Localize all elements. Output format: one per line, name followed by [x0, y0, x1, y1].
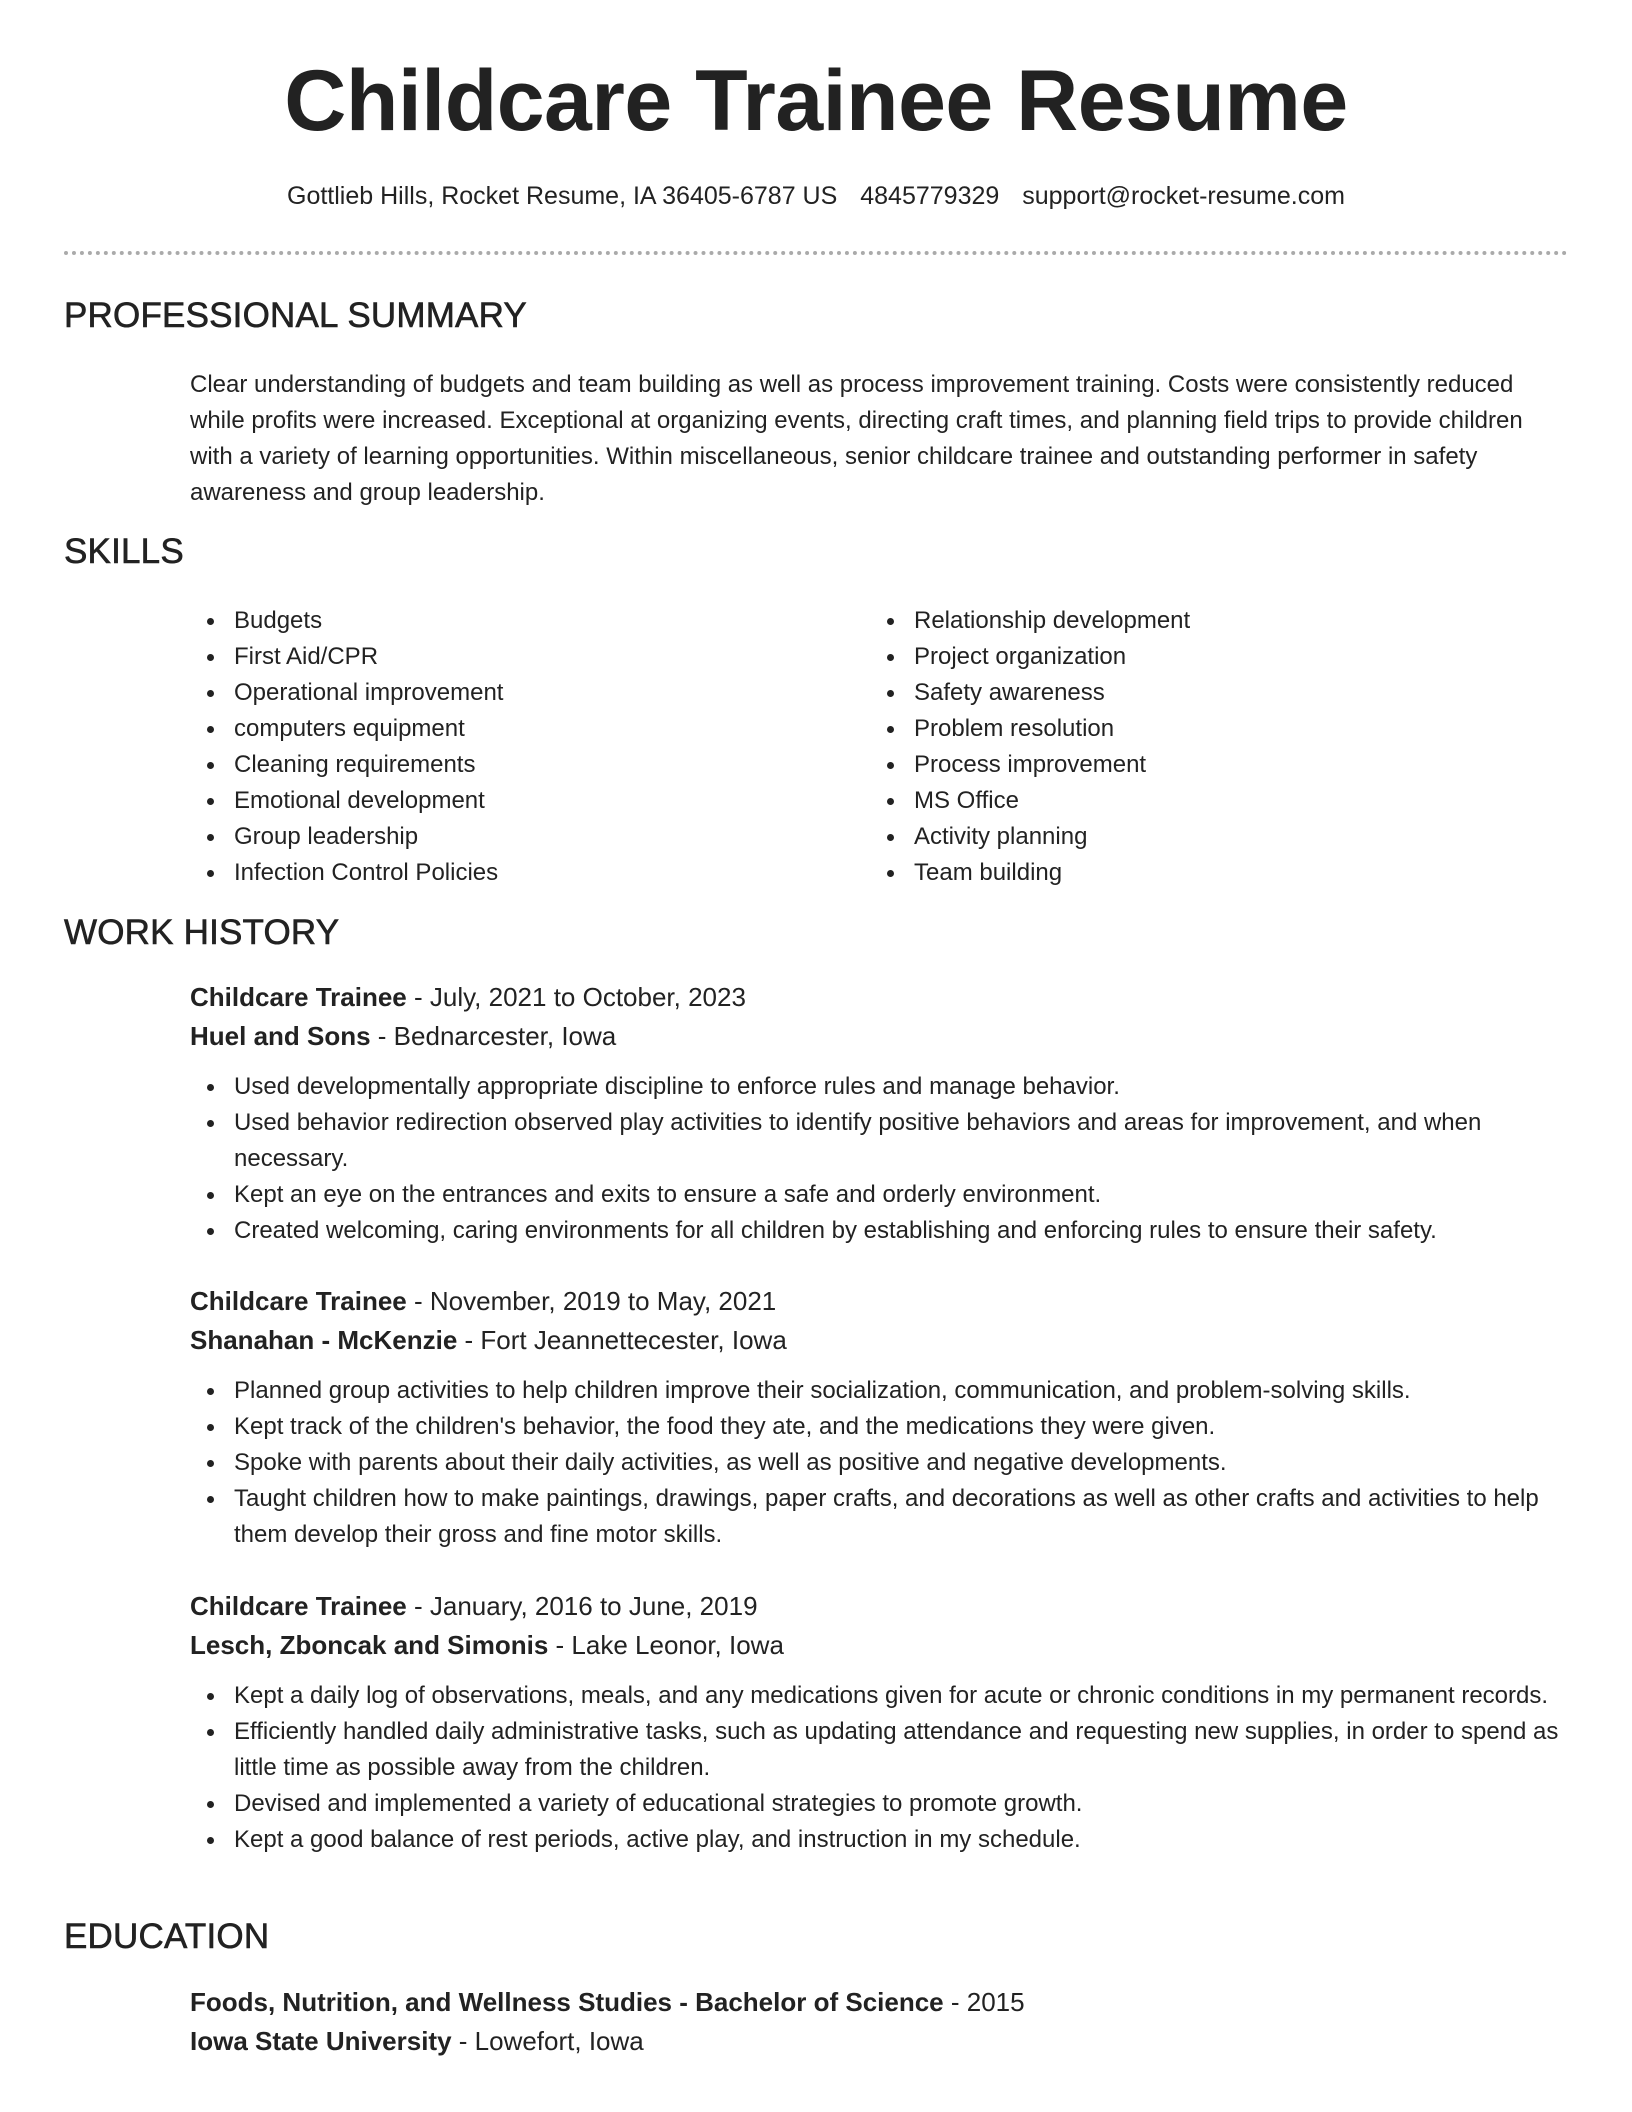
job-duties	[190, 1678, 1568, 1858]
education-school-line	[190, 2022, 1568, 2061]
job-duty: Planned group activities to help children improve their socialization, communication, and problem-solving skills.	[190, 1373, 1568, 1409]
skill-item: Operational improvement	[190, 675, 830, 711]
job-duties	[190, 1069, 1568, 1249]
job-duty: Kept track of the children's behavior, the food they ate, and the medications they were given.	[190, 1409, 1568, 1445]
contact-address: Gottlieb Hills, Rocket Resume, IA 36405-6787 US	[287, 182, 838, 210]
job-title-line	[190, 1587, 1568, 1626]
education-location: - Lowefort, Iowa	[451, 2026, 644, 2056]
skill-item: First Aid/CPR	[190, 639, 830, 675]
job-duty: Spoke with parents about their daily activities, as well as positive and negative developments.	[190, 1445, 1568, 1481]
job-entry	[190, 1282, 1568, 1553]
job-company: Shanahan - McKenzie	[190, 1325, 458, 1355]
job-title-line	[190, 978, 1568, 1017]
skills-list-left	[190, 603, 830, 891]
education-degree: Foods, Nutrition, and Wellness Studies - Bachelor of Science	[190, 1987, 944, 2017]
job-company-line	[190, 1626, 1568, 1665]
resume-title: Childcare Trainee Resume	[284, 53, 1348, 149]
skill-item: Project organization	[870, 639, 1568, 675]
job-duties	[190, 1373, 1568, 1553]
job-duty: Used behavior redirection observed play activities to identify positive behaviors and areas for improvement, and when necessary.	[190, 1105, 1568, 1177]
job-entry	[190, 978, 1568, 1249]
skill-item: Group leadership	[190, 819, 830, 855]
skill-item: MS Office	[870, 783, 1568, 819]
job-duty: Kept a good balance of rest periods, active play, and instruction in my schedule.	[190, 1822, 1568, 1858]
education-year: - 2015	[943, 1987, 1025, 2017]
skills-heading: SKILLS	[64, 532, 184, 571]
job-duty: Devised and implemented a variety of educational strategies to promote growth.	[190, 1786, 1568, 1822]
job-duty: Kept an eye on the entrances and exits to ensure a safe and orderly environment.	[190, 1177, 1568, 1213]
summary-heading: PROFESSIONAL SUMMARY	[64, 296, 527, 335]
summary-text: Clear understanding of budgets and team building as well as process improvement training. Costs were consistently reduced while profits were increased. Exceptional at organizing events, directing craft times, and planning field trips to provide children with a variety of learning opportunities. Within miscellaneous, senior childcare trainee and outstanding performer in safety awareness and group leadership.	[190, 371, 1523, 506]
job-role: Childcare Trainee	[190, 1286, 407, 1316]
skill-item: Problem resolution	[870, 711, 1568, 747]
skill-item: Activity planning	[870, 819, 1568, 855]
skill-item: Process improvement	[870, 747, 1568, 783]
job-title-line	[190, 1282, 1568, 1321]
job-dates: - July, 2021 to October, 2023	[406, 982, 746, 1012]
education-school: Iowa State University	[190, 2026, 452, 2056]
skill-item: Relationship development	[870, 603, 1568, 639]
job-role: Childcare Trainee	[190, 982, 407, 1012]
skill-item: Safety awareness	[870, 675, 1568, 711]
skills-list-right	[870, 603, 1568, 891]
skill-item: Emotional development	[190, 783, 830, 819]
job-role: Childcare Trainee	[190, 1591, 407, 1621]
skill-item: Budgets	[190, 603, 830, 639]
job-dates: - November, 2019 to May, 2021	[406, 1286, 777, 1316]
job-company: Lesch, Zboncak and Simonis	[190, 1630, 549, 1660]
education-heading: EDUCATION	[64, 1917, 270, 1956]
job-location: - Fort Jeannettecester, Iowa	[457, 1325, 787, 1355]
job-company-line	[190, 1017, 1568, 1056]
job-company-line	[190, 1321, 1568, 1360]
contact-line	[64, 180, 1568, 213]
education-entry	[190, 1983, 1568, 2061]
skill-item: computers equipment	[190, 711, 830, 747]
contact-email: support@rocket-resume.com	[1022, 182, 1345, 210]
work-history-heading: WORK HISTORY	[64, 913, 340, 952]
job-entry	[190, 1587, 1568, 1858]
skill-item: Cleaning requirements	[190, 747, 830, 783]
header-divider	[64, 251, 1568, 255]
job-duty: Created welcoming, caring environments for all children by establishing and enforcing rules to ensure their safety.	[190, 1213, 1568, 1249]
job-location: - Bednarcester, Iowa	[370, 1021, 617, 1051]
education-degree-line	[190, 1983, 1568, 2022]
contact-phone: 4845779329	[860, 182, 1000, 210]
job-location: - Lake Leonor, Iowa	[548, 1630, 784, 1660]
job-duty: Used developmentally appropriate discipline to enforce rules and manage behavior.	[190, 1069, 1568, 1105]
job-duty: Efficiently handled daily administrative tasks, such as updating attendance and requesting new supplies, in order to spend as little time as possible away from the children.	[190, 1714, 1568, 1786]
job-duty: Kept a daily log of observations, meals, and any medications given for acute or chronic conditions in my permanent records.	[190, 1678, 1568, 1714]
job-duty: Taught children how to make paintings, drawings, paper crafts, and decorations as well as other crafts and activities to help them develop their gross and fine motor skills.	[190, 1481, 1568, 1553]
job-company: Huel and Sons	[190, 1021, 371, 1051]
skill-item: Team building	[870, 855, 1568, 891]
job-dates: - January, 2016 to June, 2019	[406, 1591, 758, 1621]
skill-item: Infection Control Policies	[190, 855, 830, 891]
